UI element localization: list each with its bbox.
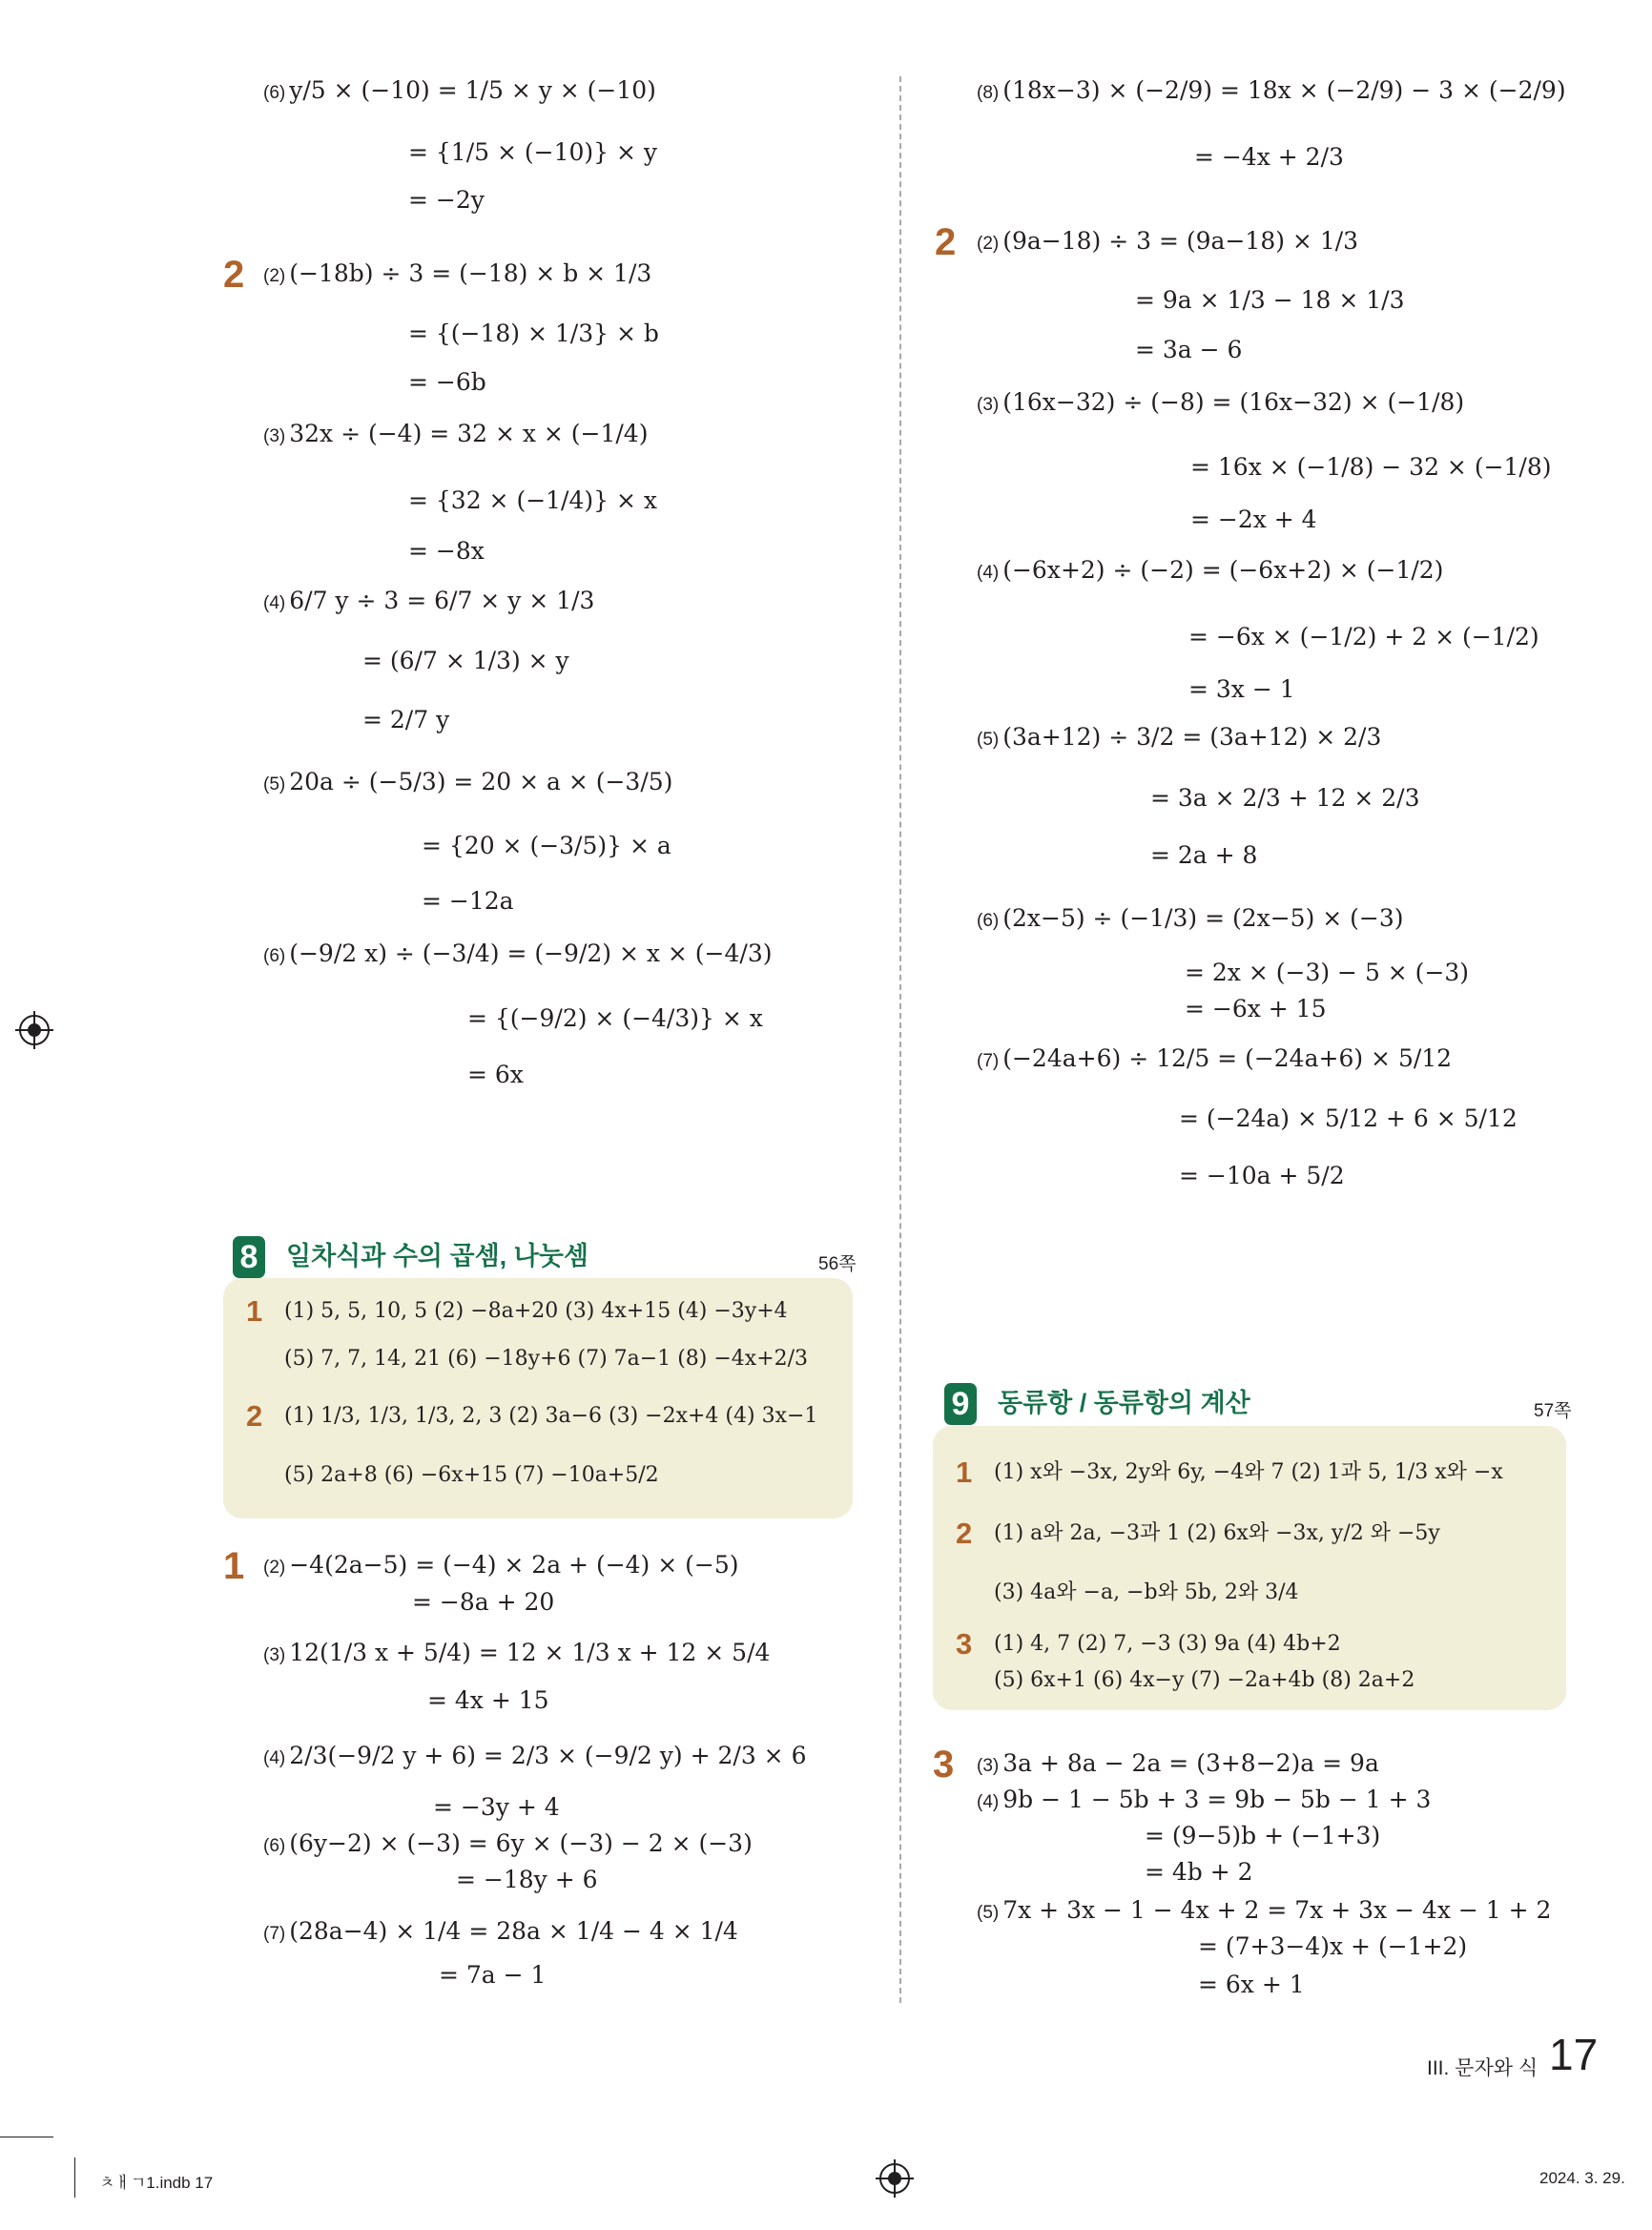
section-9-badge: 9: [944, 1383, 977, 1425]
left-line-14: = {20 × (−3/5)} × a: [422, 832, 671, 859]
column-divider: [899, 76, 901, 2003]
left-line-12: = 2/7 y: [362, 706, 450, 733]
answer-9-2: 2: [956, 1517, 973, 1550]
left-lower-line-4: = 4x + 15: [427, 1686, 549, 1714]
left-line-17: = {(−9/2) × (−4/3)} × x: [467, 1004, 763, 1032]
problem-number-2-left: 2: [223, 254, 245, 296]
right-line-17: = −6x + 15: [1185, 995, 1327, 1022]
right-line-5: = 3a − 6: [1135, 336, 1243, 363]
left-lower-line-3: (3) 12(1/3 x + 5/4) = 12 × 1/3 x + 12 × 5/4: [263, 1639, 771, 1666]
left-line-11: = (6/7 × 1/3) × y: [362, 647, 569, 674]
right-line-19: = (−24a) × 5/12 + 6 × 5/12: [1179, 1105, 1518, 1132]
right-line-4: = 9a × 1/3 − 18 × 1/3: [1135, 286, 1405, 314]
left-lower-line-1: (2) −4(2a−5) = (−4) × 2a + (−4) × (−5): [263, 1551, 739, 1579]
answer-row-2: (5) 7, 7, 14, 21 (6) −18y+6 (7) 7a−1 (8) −4x+2/3: [284, 1347, 809, 1371]
left-line-18: = 6x: [467, 1061, 524, 1088]
answer-9-row-2: (1) a와 2a, −3과 1 (2) 6x와 −3x, y/2 와 −5y: [994, 1521, 1440, 1545]
section-9-title: 동류항 / 동류항의 계산: [998, 1389, 1250, 1417]
problem-number-2-right: 2: [935, 221, 957, 263]
right-lower-line-4: = 4b + 2: [1145, 1858, 1253, 1886]
answer-9-row-5: (5) 6x+1 (6) 4x−y (7) −2a+4b (8) 2a+2: [994, 1668, 1415, 1692]
right-line-13: = 3a × 2/3 + 12 × 2/3: [1150, 784, 1420, 812]
right-line-2: = −4x + 2/3: [1194, 143, 1344, 171]
right-line-8: = −2x + 4: [1190, 506, 1317, 533]
left-line-8: = {32 × (−1/4)} × x: [408, 486, 657, 514]
right-line-6: (3) (16x−32) ÷ (−8) = (16x−32) × (−1/8): [977, 388, 1465, 416]
right-lower-line-1: (3) 3a + 8a − 2a = (3+8−2)a = 9a: [977, 1749, 1379, 1777]
answer-9-3: 3: [956, 1627, 973, 1661]
problem-number-1-lower: 1: [223, 1545, 245, 1587]
right-line-14: = 2a + 8: [1150, 841, 1258, 869]
left-lower-line-2: = −8a + 20: [412, 1588, 555, 1616]
answer-9-row-4: (1) 4, 7 (2) 7, −3 (3) 9a (4) 4b+2: [994, 1632, 1341, 1656]
right-lower-line-6: = (7+3−4)x + (−1+2): [1198, 1932, 1468, 1960]
left-line-4: (2) (−18b) ÷ 3 = (−18) × b × 1/3: [263, 259, 652, 287]
page-number: 17: [1549, 2030, 1599, 2079]
problem-number-3-lower: 3: [933, 1744, 955, 1786]
answer-row-3: (1) 1/3, 1/3, 1/3, 2, 3 (2) 3a−6 (3) −2x+4 (4) 3x−1: [284, 1404, 818, 1428]
left-lower-line-7: (6) (6y−2) × (−3) = 6y × (−3) − 2 × (−3): [263, 1829, 753, 1857]
section-8-answer-box: [223, 1278, 853, 1518]
answer-9-row-3: (3) 4a와 −a, −b와 5b, 2와 3/4: [994, 1580, 1299, 1604]
file-name: ㅊㅐㄱ1.indb 17: [99, 2174, 214, 2192]
right-line-3: (2) (9a−18) ÷ 3 = (9a−18) × 1/3: [977, 227, 1359, 255]
left-line-2: = {1/5 × (−10)} × y: [408, 138, 658, 166]
left-line-7: (3) 32x ÷ (−4) = 32 × x × (−1/4): [263, 420, 649, 447]
left-line-15: = −12a: [422, 887, 514, 915]
left-lower-line-9: (7) (28a−4) × 1/4 = 28a × 1/4 − 4 × 1/4: [263, 1917, 738, 1945]
right-line-1: (8) (18x−3) × (−2/9) = 18x × (−2/9) − 3 × (−2/9): [977, 76, 1566, 104]
left-line-3: = −2y: [408, 186, 485, 214]
section-8-title: 일차식과 수의 곱셈, 나눗셈: [286, 1242, 589, 1270]
section-9-answer-box: [933, 1426, 1566, 1710]
right-lower-line-7: = 6x + 1: [1198, 1971, 1305, 1998]
left-line-5: = {(−18) × 1/3} × b: [408, 320, 659, 347]
answer-2: 2: [246, 1399, 263, 1433]
answer-1: 1: [246, 1294, 263, 1328]
print-date: 2024. 3. 29.: [1539, 2169, 1625, 2187]
section-8-page: 56쪽: [818, 1254, 857, 1274]
section-8-badge: 8: [233, 1236, 265, 1278]
left-lower-line-6: = −3y + 4: [433, 1793, 560, 1821]
left-line-6: = −6b: [408, 368, 486, 396]
left-line-9: = −8x: [408, 537, 485, 565]
right-line-15: (6) (2x−5) ÷ (−1/3) = (2x−5) × (−3): [977, 904, 1404, 932]
left-line-13: (5) 20a ÷ (−5/3) = 20 × a × (−3/5): [263, 768, 673, 795]
answer-row-1: (1) 5, 5, 10, 5 (2) −8a+20 (3) 4x+15 (4) −3y+4: [284, 1299, 788, 1323]
registration-mark-left: [19, 1015, 50, 1045]
right-lower-line-2: (4) 9b − 1 − 5b + 3 = 9b − 5b − 1 + 3: [977, 1786, 1432, 1813]
footer-tick: [74, 2158, 75, 2198]
answer-row-4: (5) 2a+8 (6) −6x+15 (7) −10a+5/2: [284, 1463, 659, 1487]
left-line-1: (6) y/5 × (−10) = 1/5 × y × (−10): [263, 76, 656, 104]
right-line-7: = 16x × (−1/8) − 32 × (−1/8): [1190, 453, 1552, 481]
right-line-20: = −10a + 5/2: [1179, 1162, 1345, 1189]
section-9-page: 57쪽: [1534, 1401, 1572, 1421]
answer-9-row-1: (1) x와 −3x, 2y와 6y, −4와 7 (2) 1과 5, 1/3 x와 −x: [994, 1460, 1503, 1484]
right-line-12: (5) (3a+12) ÷ 3/2 = (3a+12) × 2/3: [977, 723, 1382, 751]
left-line-16: (6) (−9/2 x) ÷ (−3/4) = (−9/2) × x × (−4/3): [263, 939, 773, 967]
left-line-10: (4) 6/7 y ÷ 3 = 6/7 × y × 1/3: [263, 587, 595, 614]
chapter-label: III. 문자와 식: [1427, 2057, 1538, 2079]
left-lower-line-8: = −18y + 6: [456, 1866, 598, 1893]
answer-9-1: 1: [956, 1456, 973, 1489]
right-line-16: = 2x × (−3) − 5 × (−3): [1185, 959, 1470, 986]
left-lower-line-5: (4) 2/3(−9/2 y + 6) = 2/3 × (−9/2 y) + 2/3 × 6: [263, 1742, 807, 1769]
registration-mark-bottom: [879, 2163, 910, 2194]
right-lower-line-5: (5) 7x + 3x − 1 − 4x + 2 = 7x + 3x − 4x − 1 + 2: [977, 1896, 1552, 1924]
right-lower-line-3: = (9−5)b + (−1+3): [1145, 1822, 1381, 1849]
right-line-9: (4) (−6x+2) ÷ (−2) = (−6x+2) × (−1/2): [977, 556, 1444, 584]
right-line-18: (7) (−24a+6) ÷ 12/5 = (−24a+6) × 5/12: [977, 1044, 1453, 1072]
right-line-11: = 3x − 1: [1188, 675, 1295, 703]
left-lower-line-10: = 7a − 1: [439, 1961, 547, 1989]
right-line-10: = −6x × (−1/2) + 2 × (−1/2): [1188, 623, 1539, 650]
